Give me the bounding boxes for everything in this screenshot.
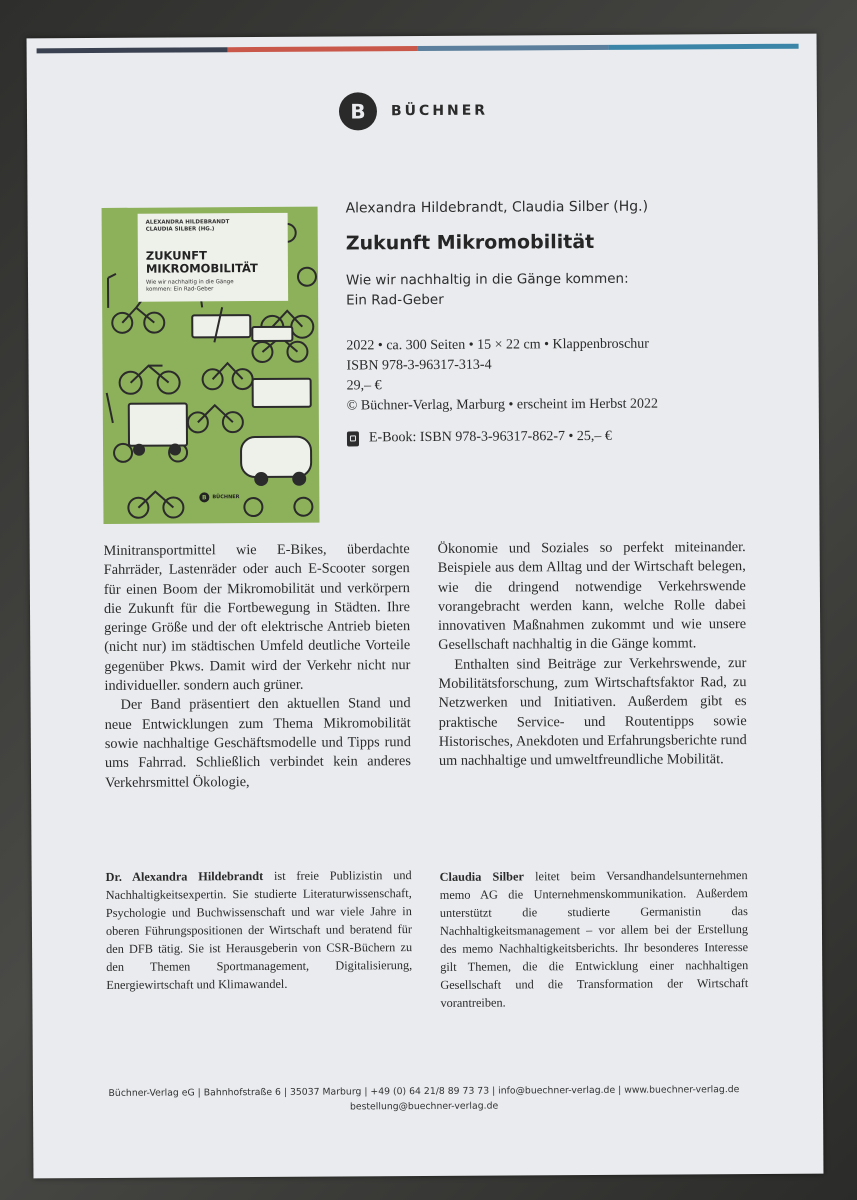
description-column-right [438,538,747,771]
meta-price: 29,– € [346,378,382,394]
book-cover [102,207,320,524]
cover-author-line: CLAUDIA SILBER (HG.) [145,226,215,233]
bio-name: Dr. Alexandra Hildebrandt [105,868,264,884]
logo-mark-icon: B [339,92,377,130]
bio-name: Claudia Silber [439,869,524,884]
color-bar [37,44,799,54]
meta-publisher: © Büchner-Verlag, Marburg • erscheint im Herbst 2022 [346,396,659,414]
cover-subtitle-line: kommen: Ein Rad-Geber [146,286,214,293]
meta-isbn: ISBN 978-3-96317-313-4 [346,357,492,374]
cover-subtitle [146,279,280,294]
description-column-left [104,540,412,793]
book-authors: Alexandra Hildebrandt, Claudia Silber (Hg.) [345,198,649,217]
publisher-footer [43,1082,805,1117]
description-paragraph: Minitransportmittel wie E-Bikes, überdachte Fahrräder, Lastenräder oder auch E-Scooter sorgen für einen Boom der Mikromobilität und verkörpern die Zukunft für die Fortbewegung in Städten. Ihre geringe Größe und der oft elektrische Antrieb bieten (nicht nur) im städtischen Umfeld deutliche Vorteile gegenüber Pkws. Damit wird der Verkehr nicht nur individueller. sondern auch grüner. [103,541,411,695]
publisher-logo [339,92,488,131]
author-bio-hildebrandt [106,866,413,994]
ebook-icon [347,431,359,446]
ebook-text: E-Book: ISBN 978-3-96317-862-7 • 25,– € [368,428,612,446]
color-bar-segment [227,46,418,52]
cover-publisher [199,492,239,502]
cover-subtitle-line: Wie wir nachhaltig in die Gänge [146,279,234,286]
footer-order-email: bestellung@buechner-verlag.de [349,1100,499,1113]
cover-title [146,249,280,276]
description-paragraph: Ökonomie und Soziales so perfekt miteinander. Beispiele aus dem Alltag und der Wirtschaft belegen, wie die dringend notwendige Verkehrswende vorangebracht werden kann, welche Rolle dabei innovativen Maßnahmen zukommt und wie unsere Gesellschaft nachhaltig in die Gänge kommt. [437,539,747,654]
flyer-sheet [27,34,824,1179]
cover-logo-icon: B [199,492,209,502]
author-bio-silber [440,866,749,1012]
cover-title-line: MIKROMOBILITÄT [145,261,258,276]
book-subtitle-line: Wie wir nachhaltig in die Gänge kommen: [345,270,629,289]
footer-contact-line: Büchner-Verlag eG | Bahnhofstraße 6 | 35037 Marburg | +49 (0) 64 21/8 89 73 73 | info@buechner-verlag.de | www.buechner-verlag.de [108,1084,740,1099]
cover-publisher-name: BÜCHNER [212,494,240,501]
bio-text: leitet beim Versandhandelsunternehmen memo AG die Unternehmenskommunikation. Außerdem unterstützt die studierte Germanistin das Nachhaltigkeitsmanagement – vor allem bei der Erstellung des memo Nachhaltigkeitsberichts. Ihr besonderes Interesse gilt Themen, die die Entwicklung einer nachhaltigen Gesellschaft und die Transformation der Wirtschaft vorantreiben. [439,868,749,1010]
cover-title-box [138,213,289,302]
book-subtitle-line: Ein Rad-Geber [346,291,444,309]
book-subtitle [346,268,726,310]
color-bar-segment [418,45,609,51]
description-paragraph: Der Band präsentiert den aktuellen Stand und neue Entwicklungen zum Thema Mikromobilität sowie nachhaltige Geschäftsmodelle und Tipps rund ums Fahrrad. Schließlich verbindet kein anderes Verkehrsmittel Ökologie, [104,695,411,791]
logo-wordmark: BÜCHNER [390,102,489,120]
ebook-info [347,429,612,447]
book-title: Zukunft Mikromobilität [345,230,595,255]
cover-authors [146,219,256,234]
meta-format: 2022 • ca. 300 Seiten • 15 × 22 cm • Klappenbroschur [346,336,649,354]
bio-text: ist freie Publizistin und Nachhaltigkeitsexpertin. Sie studierte Literaturwissenschaft, Psychologie und Buchwissenschaft und war viele Jahre in oberen Führungspositionen der Wirtschaft und beratend für den DFB tätig. Sie ist Herausgeberin von CSR-Büchern zu den Themen Sportmanagement, Digitalisierung, Energiewirtschaft und Klimawandel. [105,868,413,992]
cover-author-line: ALEXANDRA HILDEBRANDT [145,219,230,226]
color-bar-segment [608,44,799,50]
book-metadata [346,334,766,417]
description-paragraph: Enthalten sind Beiträge zur Verkehrswende, zur Mobilitätsforschung, zum Wirtschaftsfaktor Rad, zu Netzwerken und Initiativen. Außerdem gibt es praktische Service- und Routentipps sowie Historisches, Anekdoten und Erfahrungsberichte rund um nachhaltige und umweltfreundliche Mobilität. [438,654,747,770]
color-bar-segment [37,47,228,53]
cover-title-line: ZUKUNFT [145,248,207,263]
